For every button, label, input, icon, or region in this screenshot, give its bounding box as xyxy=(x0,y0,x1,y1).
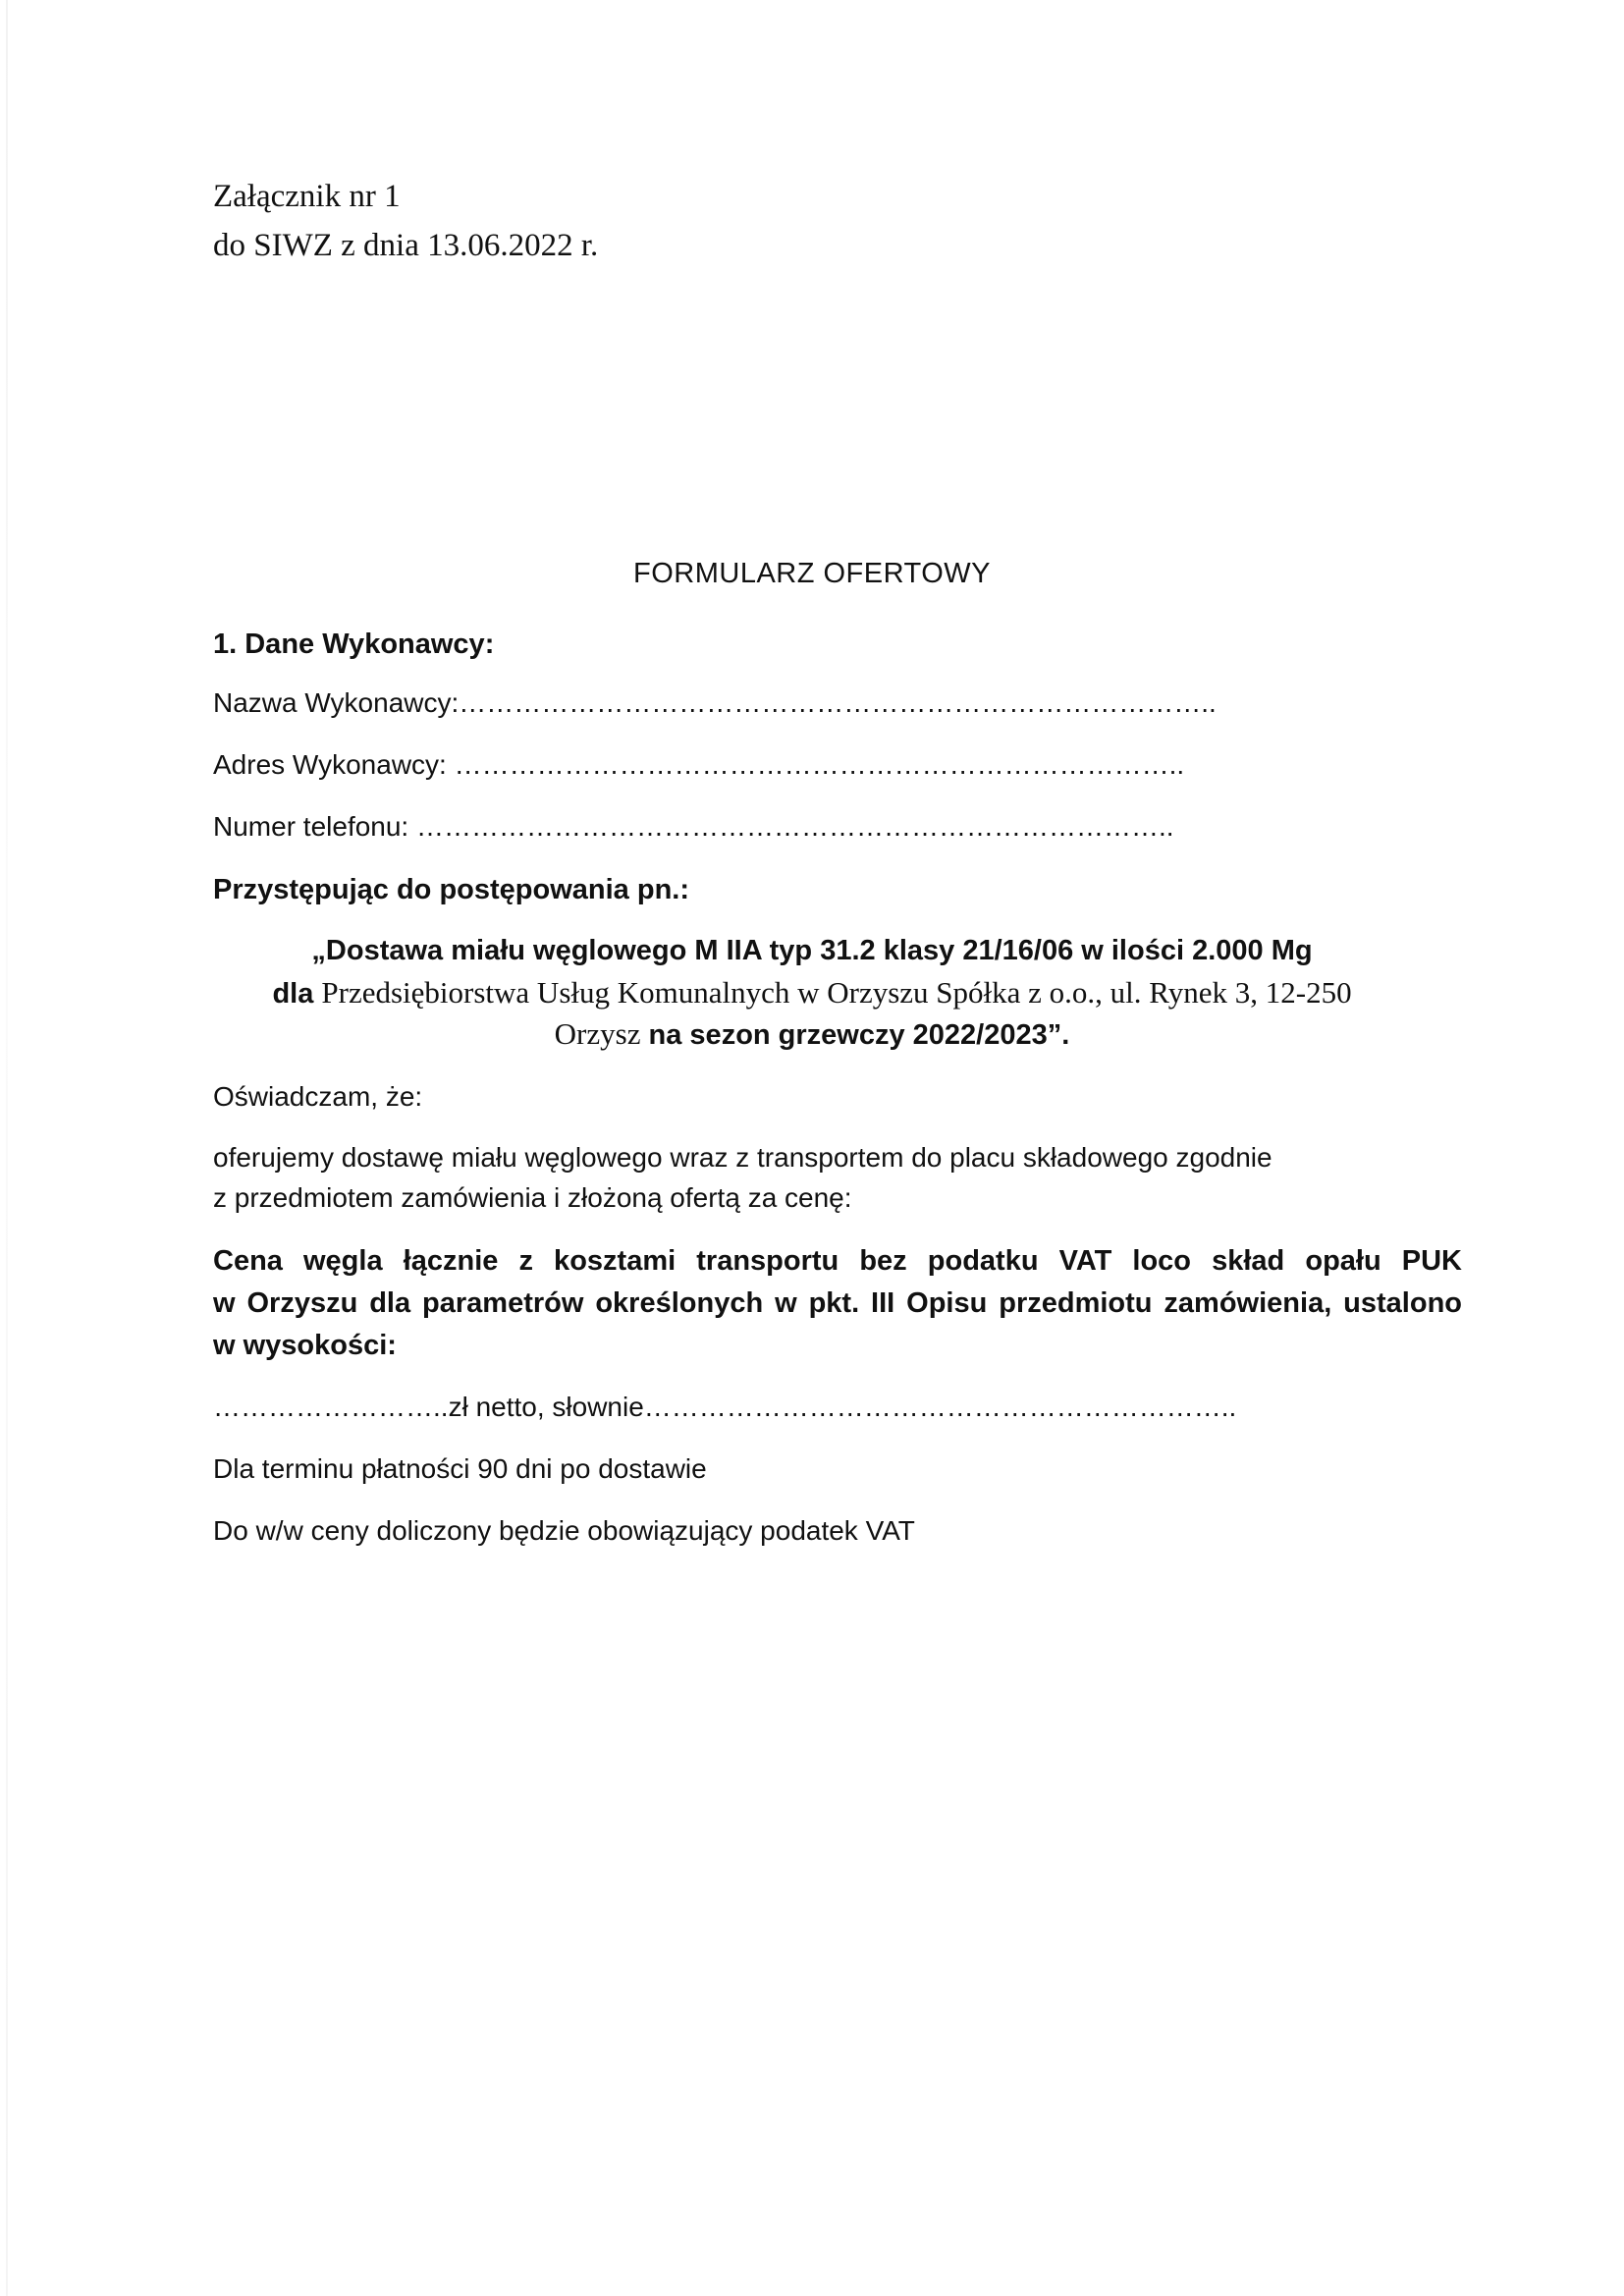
attachment-number: Załącznik nr 1 xyxy=(213,179,401,214)
scan-edge xyxy=(6,0,8,2296)
contractor-name-dots: ……………………………………………………………………….. xyxy=(459,687,1217,718)
procedure-line-2-rest: Przedsiębiorstwa Usług Komunalnych w Orzyszu Spółka z o.o., ul. Rynek 3, 12-250 xyxy=(321,975,1352,1010)
procedure-intro: Przystępując do postępowania pn.: xyxy=(213,874,690,905)
price-line-3: w wysokości: xyxy=(213,1330,397,1361)
price-amount-dots: …………………….. xyxy=(213,1392,449,1422)
price-amount-label: zł netto, słownie xyxy=(448,1392,644,1422)
contractor-address-label: Adres Wykonawcy: xyxy=(213,749,447,780)
declaration-intro: Oświadczam, że: xyxy=(213,1081,423,1112)
contractor-name-label: Nazwa Wykonawcy: xyxy=(213,687,460,718)
price-line-2: w Orzyszu dla parametrów określonych w pkt. III Opisu przedmiotu zamówienia, ustalono xyxy=(213,1287,1462,1319)
contractor-address-field xyxy=(213,749,1184,781)
procedure-line-2-bold: dla xyxy=(272,978,314,1010)
page-title: FORMULARZ OFERTOWY xyxy=(633,558,991,589)
price-amount-field xyxy=(213,1392,1236,1423)
contractor-phone-dots: ……………………………………………………………………….. xyxy=(416,811,1174,842)
price-line-1: Cena węgla łącznie z kosztami transportu bez podatku VAT loco skład opału PUK xyxy=(213,1245,1462,1277)
offer-line-1: oferujemy dostawę miału węglowego wraz z transportem do placu składowego zgodnie xyxy=(213,1142,1272,1173)
procedure-line-3-regular: Orzysz xyxy=(554,1016,641,1051)
offer-line-2: z przedmiotem zamówienia i złożoną ofertą za cenę: xyxy=(213,1182,852,1213)
vat-note: Do w/w ceny doliczony będzie obowiązujący podatek VAT xyxy=(213,1515,915,1546)
contractor-name-field xyxy=(213,687,1217,719)
payment-terms: Dla terminu płatności 90 dni po dostawie xyxy=(213,1453,707,1484)
procedure-line-3-bold: na sezon grzewczy 2022/2023”. xyxy=(648,1019,1070,1051)
procedure-title-line-2 xyxy=(0,975,1624,1011)
contractor-phone-label: Numer telefonu: xyxy=(213,811,409,842)
contractor-phone-field xyxy=(213,811,1174,843)
procedure-title-line-3 xyxy=(0,1016,1624,1052)
price-words-dots: ……………………………………………………….. xyxy=(643,1392,1237,1422)
procedure-title-line-1: „Dostawa miału węglowego M IIA typ 31.2 klasy 21/16/06 w ilości 2.000 Mg xyxy=(311,935,1313,966)
section-heading-contractor: 1. Dane Wykonawcy: xyxy=(213,629,495,660)
attachment-reference: do SIWZ z dnia 13.06.2022 r. xyxy=(213,228,599,263)
contractor-address-dots: …………………………………………………………………….. xyxy=(454,749,1185,780)
